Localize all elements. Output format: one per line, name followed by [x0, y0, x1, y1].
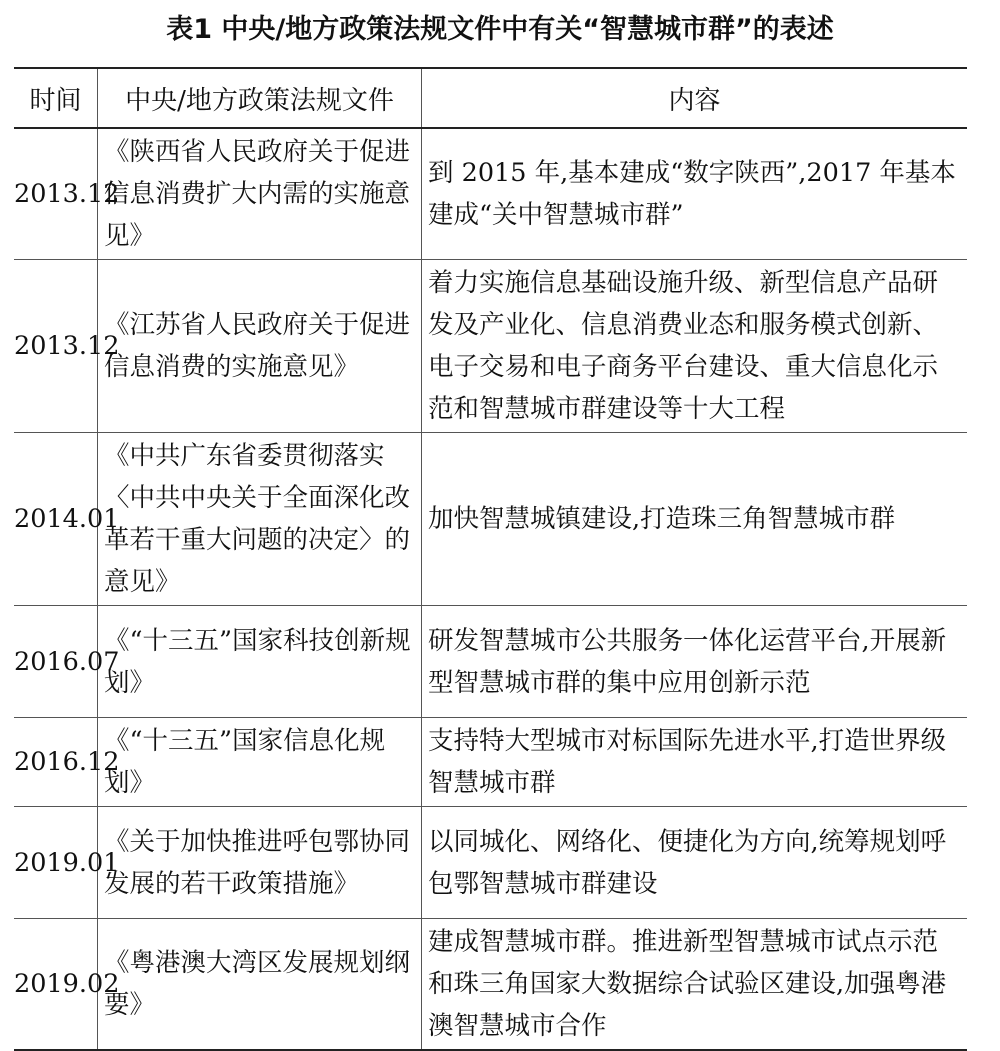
cell-document: 《江苏省人民政府关于促进信息消费的实施意见》 — [98, 260, 422, 433]
cell-document: 《“十三五”国家科技创新规划》 — [98, 606, 422, 718]
policy-table — [14, 67, 967, 1051]
cell-content: 着力实施信息基础设施升级、新型信息产品研发及产业化、信息消费业态和服务模式创新、电子交易和电子商务平台建设、重大信息化示范和智慧城市群建设等十大工程 — [422, 260, 968, 433]
table-row — [14, 919, 967, 1051]
header-time: 时间 — [14, 68, 98, 128]
table-header-row — [14, 68, 967, 128]
cell-document: 《关于加快推进呼包鄂协同发展的若干政策措施》 — [98, 807, 422, 919]
cell-time: 2013.12 — [14, 128, 98, 260]
cell-time: 2013.12 — [14, 260, 98, 433]
table-title: 表1 中央/地方政策法规文件中有关“智慧城市群”的表述 — [166, 14, 834, 45]
cell-document: 《陕西省人民政府关于促进信息消费扩大内需的实施意见》 — [98, 128, 422, 260]
cell-document: 《“十三五”国家信息化规划》 — [98, 718, 422, 807]
cell-time: 2019.01 — [14, 807, 98, 919]
cell-content: 加快智慧城镇建设,打造珠三角智慧城市群 — [422, 433, 968, 606]
cell-document: 《粤港澳大湾区发展规划纲要》 — [98, 919, 422, 1051]
cell-content: 以同城化、网络化、便捷化为方向,统筹规划呼包鄂智慧城市群建设 — [422, 807, 968, 919]
cell-content: 建成智慧城市群。推进新型智慧城市试点示范和珠三角国家大数据综合试验区建设,加强粤港澳智慧城市合作 — [422, 919, 968, 1051]
header-content: 内容 — [422, 68, 968, 128]
cell-document: 《中共广东省委贯彻落实〈中共中央关于全面深化改革若干重大问题的决定〉的意见》 — [98, 433, 422, 606]
table-row — [14, 260, 967, 433]
table-row — [14, 718, 967, 807]
cell-content: 支持特大型城市对标国际先进水平,打造世界级智慧城市群 — [422, 718, 968, 807]
cell-time: 2016.12 — [14, 718, 98, 807]
table-row — [14, 433, 967, 606]
table-row — [14, 807, 967, 919]
cell-content: 到 2015 年,基本建成“数字陕西”,2017 年基本建成“关中智慧城市群” — [422, 128, 968, 260]
cell-time: 2016.07 — [14, 606, 98, 718]
header-document: 中央/地方政策法规文件 — [98, 68, 422, 128]
cell-content: 研发智慧城市公共服务一体化运营平台,开展新型智慧城市群的集中应用创新示范 — [422, 606, 968, 718]
cell-time: 2019.02 — [14, 919, 98, 1051]
table-row — [14, 606, 967, 718]
cell-time: 2014.01 — [14, 433, 98, 606]
table-row — [14, 128, 967, 260]
